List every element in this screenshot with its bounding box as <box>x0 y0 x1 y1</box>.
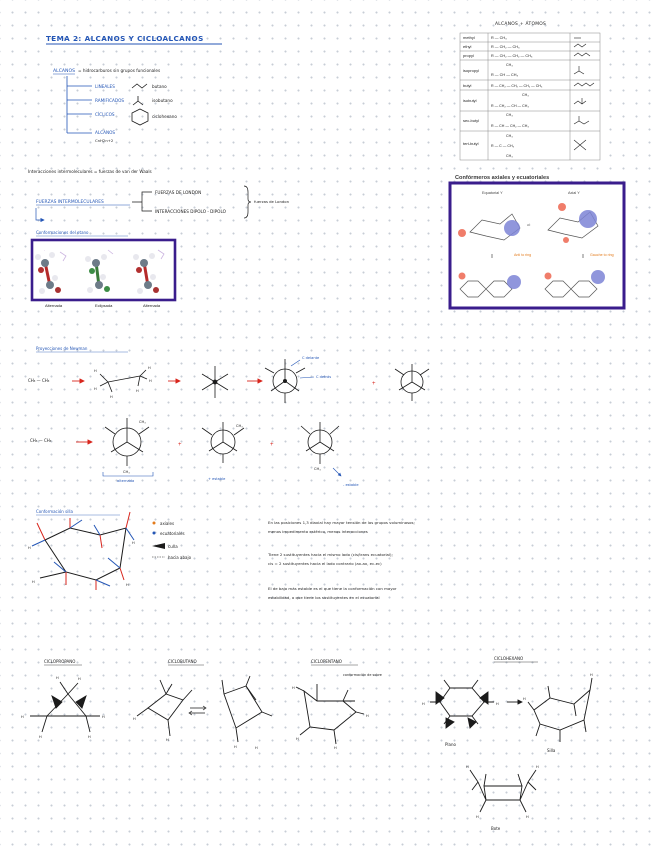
forces-main: FUERZAS INTERMOLECULARES <box>36 200 104 205</box>
svg-text:H: H <box>334 746 337 750</box>
conformation-label-0: Alternada <box>45 303 63 308</box>
conformations-title: Conformaciones del etano <box>36 230 89 235</box>
concept-root-def: = hidrocarburos sin grupos funcionales <box>78 68 161 73</box>
svg-text:⇌: ⇌ <box>527 222 531 227</box>
cyclohexane-icon <box>132 109 148 125</box>
svg-text:H: H <box>590 673 593 677</box>
concept-item-3-label: ALCANOS <box>95 130 116 135</box>
svg-text:H: H <box>102 715 105 719</box>
svg-text:H: H <box>56 676 59 680</box>
svg-text:CH₃: CH₃ <box>506 154 513 158</box>
cyclopentane-note: conformación de sobre <box>343 673 382 677</box>
concept-item-0-desc: butano <box>152 84 167 89</box>
bottom-label-3: CICLOHEXANO <box>494 656 524 661</box>
svg-text:CH₃: CH₃ <box>314 467 321 471</box>
svg-text:H: H <box>132 541 135 545</box>
svg-text:CH₃: CH₃ <box>139 420 146 424</box>
svg-text:H: H <box>234 745 237 749</box>
svg-text:H: H <box>94 387 97 391</box>
isobutane-icon <box>133 96 143 105</box>
newman-annot-2: C detrás <box>316 375 332 379</box>
concept-item-1-desc: isobutano <box>152 98 173 103</box>
svg-text:H: H <box>255 746 258 750</box>
svg-text:H: H <box>366 714 369 718</box>
svg-text:ᐧ: ᐧ <box>44 248 46 254</box>
axial-panel-frame <box>450 183 624 308</box>
eq-label: Equatorial Y <box>482 191 503 195</box>
bottom-label-1: CICLOBUTANO <box>168 659 197 664</box>
chair-note-0: En las posiciones 1,3 diaxial hay mayor tensión de los grupos voluminosos; <box>268 520 415 525</box>
newman-butane-anti <box>105 418 149 474</box>
concept-map <box>53 68 177 143</box>
chair-note-4: El de bajo más estable es el que tiene la conformación con mayor <box>268 586 397 591</box>
svg-text:H: H <box>126 583 129 587</box>
newman-butane: CH₃ — CH₃ <box>30 438 52 443</box>
svg-text:H: H <box>466 765 469 769</box>
ax-label: Axial Y <box>568 191 580 195</box>
svg-text:H: H <box>422 702 425 706</box>
forces-brace-note: fuerzas de London <box>254 199 290 204</box>
cyclobutane-drawing <box>133 676 272 750</box>
svg-text:CH₃: CH₃ <box>506 113 513 117</box>
svg-text:+: + <box>178 442 182 448</box>
svg-text:H: H <box>39 735 42 739</box>
alkyl-row-4-formula: R — CH₂ — CH₂ — CH₂ — CH₃ <box>491 84 543 88</box>
svg-text:H: H <box>88 735 91 739</box>
svg-text:H: H <box>28 546 31 550</box>
svg-text:‖: ‖ <box>582 254 585 260</box>
chair-note-1: menos impedimento estérico, menos interacciones <box>268 529 368 534</box>
alkyl-row-3-name: isopropyl <box>463 68 480 73</box>
chair-note-5: estabilidad, o que tiene los sustituyentes en el ecuatorial <box>268 595 380 600</box>
wedge-icon <box>152 543 165 549</box>
newman-annot-1: C delante <box>302 356 320 360</box>
svg-text:H: H <box>94 369 97 373</box>
alkyl-table <box>460 20 600 160</box>
svg-text:‖: ‖ <box>491 254 494 260</box>
svg-text:H: H <box>523 697 526 701</box>
svg-text:H: H <box>133 717 136 721</box>
newman-title: Proyecciones de Newman <box>36 346 88 351</box>
zigzag-butane-icon <box>132 84 147 88</box>
concept-root: ALCANOS <box>53 69 76 74</box>
svg-text:H: H <box>21 715 24 719</box>
forces-branch-1: FUERZAS DE LONDON <box>155 190 202 195</box>
svg-text:H: H <box>296 737 299 741</box>
svg-text:CH₃: CH₃ <box>236 424 243 428</box>
newman-ethane-1 <box>265 359 305 403</box>
legend-axial: axiales <box>160 521 175 526</box>
chair-note-2: Tiene 2 sustituyentes hacia el mismo lado (cis/trans ecuatorial); <box>268 552 393 557</box>
concept-item-1-label: RAMIFICADOS <box>95 98 125 103</box>
svg-text:H: H <box>496 702 499 706</box>
svg-text:+: + <box>270 442 274 448</box>
svg-text:H: H <box>78 677 81 681</box>
bottom-label-2: CICLOPENTANO <box>311 659 342 664</box>
alkyl-row-4-name: butyl <box>463 83 472 88</box>
gauche-label: Gauche to ring <box>590 253 614 257</box>
alkyl-row-7-formula: R — C — CH₃ <box>491 144 515 148</box>
svg-text:H: H <box>149 379 152 383</box>
chair-legend <box>152 521 192 560</box>
svg-text:H: H <box>292 686 295 690</box>
legend-down: hacia abajo <box>168 555 192 560</box>
svg-text:H: H <box>148 366 151 370</box>
butane-label-gauche: + estable <box>208 477 226 481</box>
butane-label-eclipsed: - estable <box>343 483 359 487</box>
cyclopropane-drawing <box>21 676 105 739</box>
alkyl-row-5-formula: R — CH₂ — CH — CH₃ <box>491 104 529 108</box>
star-projection <box>202 366 228 398</box>
svg-text:H: H <box>166 738 169 742</box>
alkyl-row-0-formula: R — CH₃ <box>491 36 507 40</box>
concept-item-2-desc: ciclohexano <box>152 114 177 119</box>
concept-item-0-label: LINEALES <box>95 84 115 89</box>
alkyl-row-1-name: ethyl <box>463 44 472 49</box>
page-title: TEMA 2: ALCANOS Y CICLOALCANOS <box>46 34 204 43</box>
svg-text:H: H <box>476 815 479 819</box>
svg-text:H: H <box>536 765 539 769</box>
cyclohexane-plane-drawing <box>422 680 499 728</box>
alkyl-table-title: ALCANOS + ÁTOMOS <box>495 22 547 27</box>
alkyl-row-0-name: methyl <box>463 35 475 40</box>
conformation-label-1: Eclipsada <box>95 303 113 308</box>
forces-branch-2: INTERACCIONES DIPOLO - DIPOLO <box>155 209 226 214</box>
legend-equatorial: ecuatoriales <box>160 531 185 536</box>
axial-panel-title: Confórmeros axiales y ecuatoriales <box>455 175 550 181</box>
chair-conformation <box>28 512 135 590</box>
alkyl-row-1-formula: R — CH₂ — CH₃ <box>491 45 520 49</box>
alkyl-row-2-name: propyl <box>463 53 474 58</box>
alkyl-row-6-formula: R — CH — CH₂ — CH₃ <box>491 124 529 128</box>
svg-text:CH₃: CH₃ <box>123 470 130 474</box>
concept-item-2-label: CÍCLICOS <box>95 112 115 117</box>
svg-text:CH₃: CH₃ <box>506 134 513 138</box>
sawhorse-ethane <box>94 366 152 399</box>
cyclohexane-chair-drawing <box>523 673 593 742</box>
alkyl-row-2-formula: R — CH₂ — CH₂ — CH₃ <box>491 54 533 58</box>
svg-text:CH₃: CH₃ <box>506 63 513 67</box>
legend-wedge: cuña <box>168 544 178 549</box>
newman-ethane: CH₃ — CH₃ <box>28 378 50 383</box>
svg-text:H: H <box>136 389 139 393</box>
chair-note-3: cis = 2 sustituyentes hacia el lado contrario (ax-ax, ec-ec) <box>268 561 382 566</box>
ch-label-boat: Bote <box>491 826 501 831</box>
forces-heading: Interacciones intermoleculares = fuerzas de van der Waals <box>28 169 152 174</box>
chair-title: Conformación silla <box>36 509 73 514</box>
newman-butane-eclipsed <box>301 422 339 471</box>
alkyl-row-3-formula: R — CH — CH₃ <box>491 73 519 77</box>
butane-label-anti: alternada <box>117 479 135 483</box>
conformation-label-2: Alternada <box>143 303 161 308</box>
svg-text:CH₃: CH₃ <box>522 93 529 97</box>
alkyl-row-5-name: isobutyl <box>463 98 477 103</box>
newman-butane-gauche <box>202 422 244 463</box>
svg-text:H: H <box>526 815 529 819</box>
ch-label-chair: Silla <box>547 748 556 753</box>
svg-text:+: + <box>372 381 376 387</box>
concept-item-3-desc: CnH2n+2 <box>95 138 114 143</box>
svg-text:H: H <box>32 580 35 584</box>
svg-text:H: H <box>110 395 113 399</box>
alkyl-row-7-name: tert-butyl <box>463 141 479 146</box>
anti-label: Anti to ring <box>514 253 532 257</box>
cyclopentane-drawing <box>292 684 369 750</box>
newman-ethane-2 <box>395 364 429 401</box>
bottom-label-0: CICLOPROPANO <box>44 659 76 664</box>
cyclohexane-boat-drawing <box>466 765 539 819</box>
chair-notes <box>267 520 415 600</box>
ch-label-plane: Plano <box>445 742 456 747</box>
alkyl-row-6-name: sec-butyl <box>463 118 480 123</box>
